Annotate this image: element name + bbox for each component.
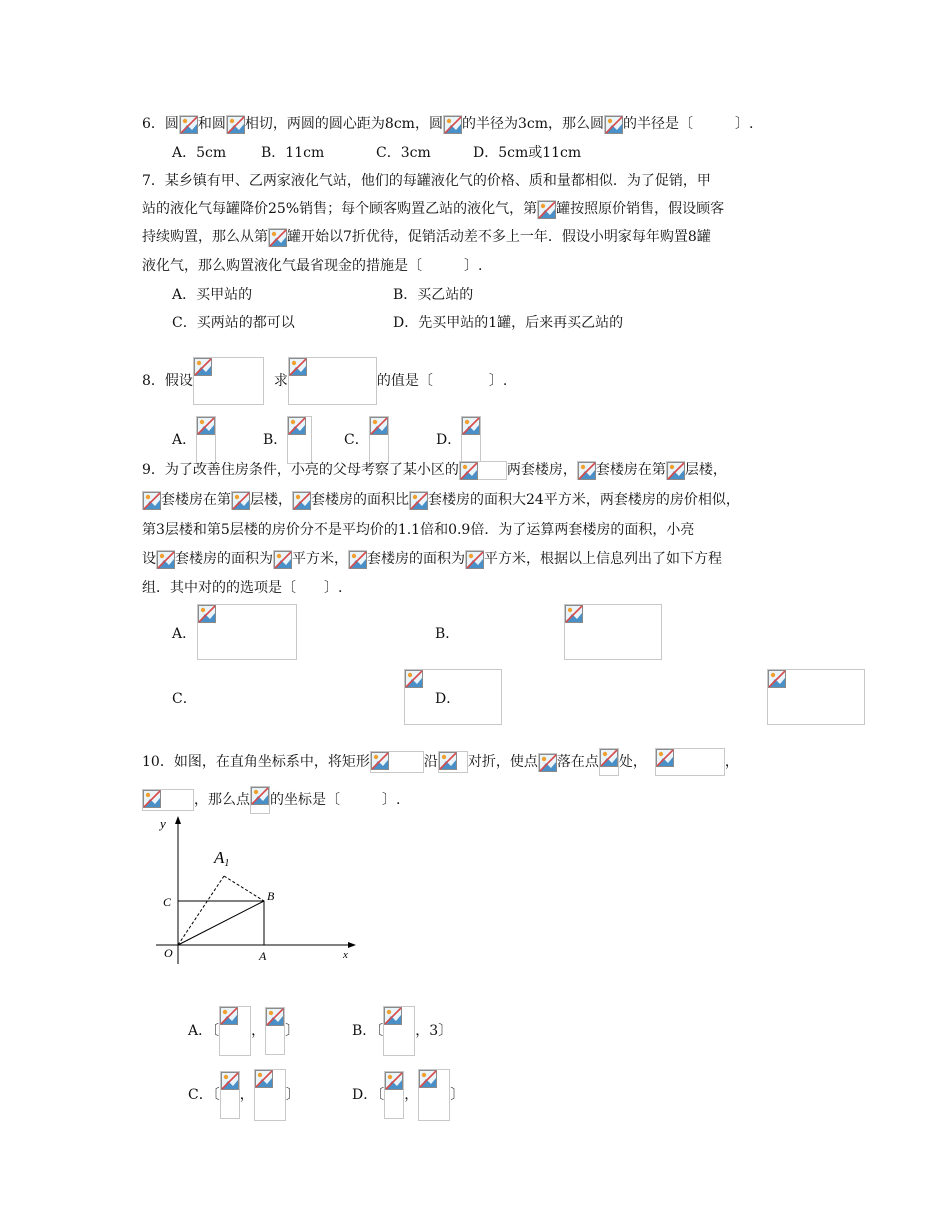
image-placeholder-icon: [599, 748, 619, 776]
q9-option-a-label: A．: [172, 626, 197, 642]
formula-image-placeholder: [219, 1006, 251, 1056]
formula-image-placeholder: [384, 1071, 404, 1119]
q7-line-2: 站的液化气每罐降价25%销售；每个顾客购置乙站的液化气，第 罐按照原价销售，假设顾客: [142, 201, 725, 217]
q9-line-2: 套楼房在第 层楼， 套楼房的面积比 套楼房的面积大24平方米，两套楼房的房价相似，: [142, 490, 740, 510]
q7-line-4: 液化气，那么购置液化气最省现金的措施是〔 〕.: [142, 258, 483, 274]
formula-image-placeholder: [418, 1069, 450, 1121]
q8-option-a: A．: [172, 416, 216, 464]
formula-image-placeholder: [369, 416, 389, 464]
image-placeholder-icon: [604, 115, 623, 134]
q7-option-c: C．买两站的都可以: [172, 315, 295, 331]
formula-image-placeholder: [461, 416, 481, 464]
q10-option-c: C．〔 ， 〕: [188, 1069, 300, 1121]
image-placeholder-icon: [666, 461, 685, 480]
image-placeholder-icon: [231, 491, 250, 510]
formula-image-placeholder: [254, 1069, 286, 1121]
q10-option-d: D．〔 ， 〕: [352, 1069, 464, 1121]
q6-option-c: C．3cm: [376, 145, 431, 161]
image-placeholder-icon: [443, 115, 462, 134]
dashed-o-a1: [178, 876, 224, 945]
q9-option-d-label: D．: [435, 691, 461, 707]
image-placeholder-icon: [273, 550, 292, 569]
q10-line-2: ，那么点 的坐标是〔 〕.: [142, 786, 400, 814]
diagonal-ob: [178, 901, 264, 945]
formula-image-placeholder: [265, 1007, 285, 1055]
label-c: C: [163, 895, 172, 909]
formula-image-placeholder: [288, 357, 377, 405]
image-placeholder-icon: [142, 491, 161, 510]
q9-line-4: 设 套楼房的面积为 平方米， 套楼房的面积为 平方米，根据以上信息列出了如下方程: [142, 551, 722, 567]
q7-line-3: 持续购置，那么从第 罐开始以7折优待，促销活动差不多上一年．假设小明家每年购置8罐: [142, 229, 711, 245]
image-placeholder-icon: [577, 461, 596, 480]
label-a1: A1: [214, 848, 230, 869]
label-y: y: [160, 816, 166, 831]
q6-option-d: D．5cm或11cm: [473, 145, 582, 161]
y-axis-arrow: [175, 816, 181, 824]
q7-option-d: D．先买甲站的1罐，后来再买乙站的: [393, 315, 624, 331]
image-placeholder-icon: [156, 550, 175, 569]
q10-option-a: A．〔 ， 〕: [188, 1006, 299, 1056]
image-placeholder-icon: [179, 115, 198, 134]
q7-option-a: A．买甲站的: [172, 287, 253, 303]
q9-line-3: 第3层楼和第5层楼的房价分不是平均价的1.1倍和0.9倍．为了运算两套楼房的面积，小亮: [142, 522, 695, 538]
label-o: O: [164, 946, 173, 960]
label-a: A: [259, 949, 267, 963]
q9-option-a-equation-image: [197, 604, 297, 660]
image-placeholder-icon: [537, 200, 556, 219]
q9-option-b-label: B．: [435, 626, 460, 642]
dashed-a1-b: [224, 876, 264, 901]
image-placeholder-icon: [268, 228, 287, 247]
image-placeholder-icon: [459, 461, 507, 480]
label-b: B: [267, 889, 275, 903]
q8-option-b: B．: [263, 416, 312, 464]
image-placeholder-icon: [370, 751, 424, 773]
image-placeholder-icon: [465, 550, 484, 569]
image-placeholder-icon: [250, 786, 270, 814]
q6-option-a: A．5cm: [172, 145, 227, 161]
q10-option-b: B．〔 ，3〕: [352, 1006, 452, 1056]
formula-image-placeholder: [383, 1006, 415, 1056]
formula-image-placeholder: [287, 416, 312, 464]
q9-line-5: 组．其中对的的选项是〔 〕.: [142, 580, 343, 596]
q9-option-b-equation-image: [564, 604, 662, 660]
image-placeholder-icon: [438, 751, 468, 773]
image-placeholder-icon: [348, 550, 367, 569]
formula-image-placeholder: [193, 357, 264, 405]
formula-image-placeholder: [196, 416, 216, 464]
image-placeholder-icon: [655, 748, 725, 776]
q7-option-b: B．买乙站的: [393, 287, 474, 303]
formula-image-placeholder: [220, 1071, 240, 1119]
q9-option-d-equation-image: [767, 669, 865, 725]
label-x: x: [343, 949, 348, 961]
coordinate-figure: [150, 812, 365, 972]
image-placeholder-icon: [226, 115, 245, 134]
image-placeholder-icon: [142, 789, 194, 811]
q8-stem: 8．假设 求 的值是〔 〕.: [142, 357, 507, 405]
q8-option-d: D．: [436, 416, 481, 464]
q8-option-c: C．: [344, 416, 389, 464]
image-placeholder-icon: [538, 753, 557, 772]
q9-option-c-label: C．: [172, 691, 197, 707]
q9-line-1: 9．为了改善住房条件，小亮的父母考察了某小区的 两套楼房， 套楼房在第 层楼，: [142, 462, 727, 478]
x-axis-arrow: [348, 942, 356, 948]
q6-stem: 6．圆 和圆 相切，两圆的圆心距为8cm，圆 的半径为3cm，那么圆 的半径是〔 〕.: [142, 116, 754, 132]
q6-option-b: B．11cm: [261, 145, 325, 161]
q10-line-1: 10．如图，在直角坐标系中，将矩形 沿 对折，使点 落在点 处， ，: [142, 748, 739, 776]
image-placeholder-icon: [292, 491, 311, 510]
q7-line-1: 7．某乡镇有甲、乙两家液化气站，他们的每罐液化气的价格、质和量都相似．为了促销，甲: [142, 173, 711, 189]
image-placeholder-icon: [409, 491, 428, 510]
